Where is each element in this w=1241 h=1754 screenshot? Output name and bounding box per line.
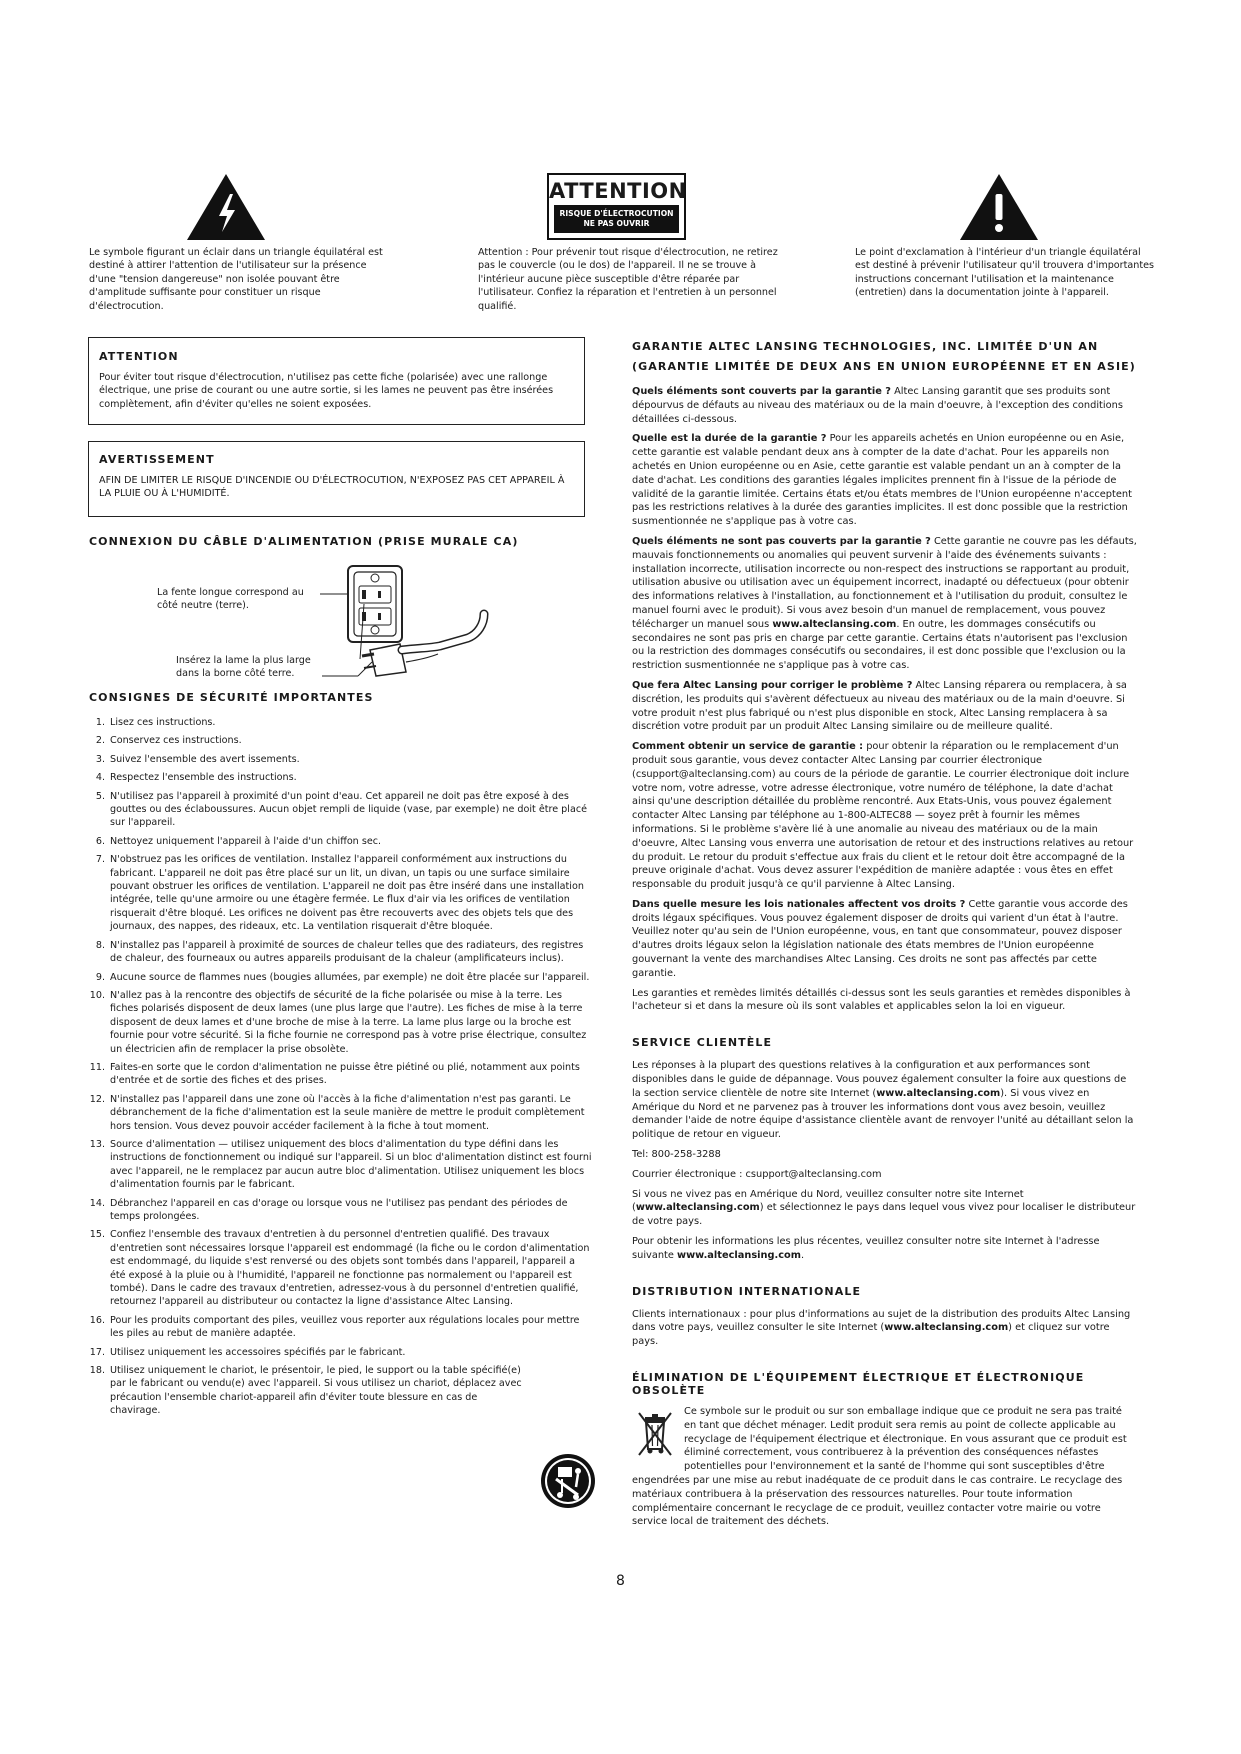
safety-item-number: 11. xyxy=(89,1061,105,1073)
attention-box-text: Pour éviter tout risque d'électrocution, n'utilisez pas cette fiche (polarisée) avec une rallonge électrique, une prise de courant ou une autre sortie, si les lames ne peuvent pas être insérées complètement, afin d'éviter qu'elles ne soient exposées. xyxy=(99,372,554,410)
exclamation-warning-icon xyxy=(958,172,1040,242)
safety-item-number: 6. xyxy=(95,835,105,847)
safety-item-text: Faites-en sorte que le cordon d'alimentation ne puisse être piétiné ou plié, notamment aux points d'entrée et de sortie des fiches et des prises. xyxy=(110,1061,580,1087)
service-p2-text: Si vous ne vivez pas en Amérique du Nord, veuillez consulter notre site Internet ( xyxy=(632,1188,1024,1214)
service-p1 xyxy=(632,1059,1137,1142)
safety-item xyxy=(87,971,592,984)
distribution-text-end: ) et cliquez sur votre pays. xyxy=(632,1322,1110,1348)
safety-item-text: Utilisez uniquement les accessoires spécifiés par le fabricant. xyxy=(110,1346,406,1358)
warranty-a3-text-end: . En outre, les dommages consécutifs ou secondaires ne sont pas pris en charge par cette garantie. Certains états n'autorisent pas l'exclusion ou la restriction des dommages consécutifs ou secondaires, il est donc possible que l'exclusion ou la restriction susmentionnée ne s'applique pas à votre cas. xyxy=(632,618,1128,672)
crossed-bin-icon xyxy=(636,1409,674,1459)
safety-item-number: 16. xyxy=(89,1314,105,1326)
cart-warning-icon xyxy=(540,1453,596,1509)
safety-instructions-list xyxy=(87,716,592,1423)
warranty-q2: Quelle est la durée de la garantie ? xyxy=(632,433,827,445)
safety-item-number: 4. xyxy=(95,772,105,784)
safety-item-text: N'utilisez pas l'appareil à proximité d'un point d'eau. Cet appareil ne doit pas être exposé à des gouttes ou des éclaboussures. Aucun objet rempli de liquide (vase, par exemple) ne doit être placé sur l'appareil. xyxy=(110,790,587,829)
safety-item xyxy=(87,753,592,766)
neutral-slot-label: La fente longue correspond au côté neutre (terre). xyxy=(157,587,304,612)
service-p2 xyxy=(632,1188,1137,1229)
safety-item-text: Nettoyez uniquement l'appareil à l'aide d'un chiffon sec. xyxy=(110,835,382,847)
warranty-q3: Quels éléments ne sont pas couverts par la garantie ? xyxy=(632,535,931,547)
warranty-link[interactable]: www.alteclansing.com xyxy=(772,618,897,630)
weee-title: ÉLIMINATION DE L'ÉQUIPEMENT ÉLECTRIQUE ET ÉLECTRONIQUE OBSOLÈTE xyxy=(632,1371,1085,1398)
safety-item xyxy=(87,1314,592,1341)
lightning-warning-icon xyxy=(185,172,267,242)
safety-item-text: Débranchez l'appareil en cas d'orage ou lorsque vous ne l'utilisez pas pendant des périodes de temps prolongées. xyxy=(110,1197,568,1222)
safety-item xyxy=(87,716,592,729)
safety-item-number: 3. xyxy=(95,753,105,765)
safety-item xyxy=(87,853,592,933)
service-p3-text-end: . xyxy=(801,1249,805,1261)
safety-item-text: Confiez l'ensemble des travaux d'entretien à du personnel d'entretien qualifié. Des travaux d'entretien sont nécessaires lorsque l'appareil est endommagé (la fiche ou le cordon d'alimentation est endommagé, du liquide s'est renversé ou des objets sont tombés dans l'appareil, l'appareil a été exposé à la pluie ou à l'humidité, l'appareil ne fonctionne pas normalement ou l'appareil est tombé). Dans le cadre des travaux d'entretien, adressez-vous à du personnel d'entretien qualifié, retournez l'appareil au distributeur ou contactez la ligne d'assistance Altec Lansing. xyxy=(110,1229,590,1308)
safety-item-number: 2. xyxy=(95,735,105,747)
attention-badge-line1: RISQUE D'ÉLECTROCUTION xyxy=(559,209,674,218)
warranty-a2: Pour les appareils achetés en Union européenne ou en Asie, cette garantie est valable pendant deux ans à compter de la date d'achat. Pour les appareils non achetés en Union européenne ou en Asie, cette garantie est valable pendant un an à compter de la date d'achat. Les conditions des garanties légales implicites prennent fin à l'issue de la période de validité de la garantie limitée. Certains états et/ou états membres de l'Union européenne n'acceptent pas les restrictions relatives à la durée des garanties implicites. Il est donc possible que la restriction susmentionnée ne s'applique pas à votre cas. xyxy=(632,433,1132,528)
warranty-a1: Altec Lansing garantit que ses produits sont dépourvus de défauts au niveau des matériaux ou de la main d'oeuvre, à l'exception des conditions détaillées ci-dessous. xyxy=(632,386,1123,425)
safety-item-text: N'allez pas à la rencontre des objectifs de sécurité de la fiche polarisée ou mise à la terre. Les fiches polarisés disposent de deux lames (une plus large que l'autre). Les fiches de mise à la terre disposent de deux lames et d'une broche de mise à la terre. La lame plus large ou la broche est fournie pour votre sécurité. Si la fiche fournie ne correspond pas à votre prise électrique, consultez un électricien afin de remplacer la prise obsolète. xyxy=(110,989,587,1055)
safety-item-number: 7. xyxy=(95,854,105,866)
safety-item xyxy=(87,790,592,830)
safety-item-number: 1. xyxy=(95,717,105,728)
warranty-closing: Les garanties et remèdes limités détaillés ci-dessus sont les seuls garanties et remèdes disponibles à l'acheteur si et dans la mesure où ils sont valables et applicables selon la loi en vigueur. xyxy=(632,987,1131,1013)
service-email[interactable]: Courrier électronique : csupport@alteclansing.com xyxy=(632,1168,882,1180)
distribution-title: DISTRIBUTION INTERNATIONALE xyxy=(632,1284,862,1298)
polarized-plug-diagram xyxy=(318,564,490,704)
warranty-legal xyxy=(632,898,1137,981)
safety-item-number: 13. xyxy=(89,1138,105,1150)
safety-section-title: CONSIGNES DE SÉCURITÉ IMPORTANTES xyxy=(89,691,374,704)
warranty-exclusions xyxy=(632,535,1137,673)
warranty-q5: Comment obtenir un service de garantie : xyxy=(632,741,864,753)
safety-item xyxy=(87,1197,592,1224)
safety-item xyxy=(87,1346,592,1359)
safety-item-number: 9. xyxy=(95,971,105,983)
safety-item-text: Suivez l'ensemble des avert issements. xyxy=(110,753,300,765)
lightning-notice-text: Le symbole figurant un éclair dans un triangle équilatéral est destiné à attirer l'attention de l'utilisateur sur la présence d'une "tension dangereuse" non isolée pouvant être d'amplitude suffisante pour constituer un risque d'électrocution. xyxy=(89,247,383,312)
service-tel: Tel: 800-258-3288 xyxy=(632,1149,721,1161)
safety-item-text: Lisez ces instructions. xyxy=(110,717,216,728)
safety-item-number: 15. xyxy=(89,1229,105,1241)
safety-item-number: 12. xyxy=(89,1093,105,1105)
safety-item-text: N'obstruez pas les orifices de ventilation. Installez l'appareil conformément aux instructions du fabricant. L'appareil ne doit pas être placé sur un lit, un divan, un tapis ou une surface similaire pouvant obstruer les orifices de ventilation. L'appareil ne doit pas être inséré dans une installation intégrée, telle qu'une armoire ou une étagère fermée. Le flux d'air via les orifices de ventilation risquerait d'être bloqué. Les orifices ne doivent pas être recouverts avec des objets tels que des journaux, des nappes, des rideaux, etc. La ventilation risquerait d'être bloquée. xyxy=(110,854,584,933)
safety-item xyxy=(87,771,592,784)
attention-notice-text: Attention : Pour prévenir tout risque d'électrocution, ne retirez pas le couvercle (ou le dos) de l'appareil. Il ne se trouve à l'intérieur aucune pièce susceptible d'être réparée par l'utilisateur. Confiez la réparation et l'entretien à un personnel qualifié. xyxy=(478,247,778,312)
safety-item-text: Source d'alimentation — utilisez uniquement des blocs d'alimentation du type défini dans les instructions de fonctionnement ou indiqué sur l'appareil. Si un bloc d'alimentation distinct est fourni avec l'appareil, ne le remplacez par aucun autre bloc d'alimentation. Utilisez uniquement les blocs d'alimentation fournis par le fabricant. xyxy=(110,1138,592,1191)
safety-item-text: Conservez ces instructions. xyxy=(110,735,242,747)
distribution-text xyxy=(632,1308,1137,1349)
safety-item-number: 17. xyxy=(89,1346,105,1358)
service-p1-text: Les réponses à la plupart des questions relatives à la configuration et aux performances sont disponibles dans le guide de dépannage. Vous pouvez également consulter la foire aux questions de la section service clientèle de notre site Internet ( xyxy=(632,1060,1127,1099)
warranty-title-line1: GARANTIE ALTEC LANSING TECHNOLOGIES, INC. LIMITÉE D'UN AN xyxy=(632,340,1099,353)
service-p3 xyxy=(632,1235,1137,1263)
attention-badge-subtitle xyxy=(554,205,679,233)
safety-item xyxy=(87,939,592,966)
attention-badge-title: ATTENTION xyxy=(549,179,687,203)
safety-item-number: 14. xyxy=(89,1197,105,1209)
cable-section-title: CONNEXION DU CÂBLE D'ALIMENTATION (PRISE MURALE CA) xyxy=(89,535,519,548)
service-p1-text-end: ). Si vous vivez en Amérique du Nord et ne parvenez pas à trouver les informations dont vous avez besoin, veuillez demander l'aide de notre équipe d'assistance clientèle avant de renvoyer l'unité au détaillant selon la politique de retour en vigueur. xyxy=(632,1087,1134,1141)
safety-item-number: 5. xyxy=(95,790,105,802)
safety-item xyxy=(87,1138,592,1192)
safety-item-text: Aucune source de flammes nues (bougies allumées, par exemple) ne doit être placée sur l'appareil. xyxy=(110,971,590,983)
warranty-service xyxy=(632,740,1137,892)
safety-item-number: 10. xyxy=(89,989,105,1001)
distribution-text-start: Clients internationaux : pour plus d'informations au sujet de la distribution des produits Altec Lansing dans votre pays, veuillez consulter le site Internet ( xyxy=(632,1308,1131,1334)
distribution-link[interactable]: www.alteclansing.com xyxy=(884,1322,1009,1334)
attention-badge-line2: NE PAS OUVRIR xyxy=(583,219,650,228)
warning-box-text: AFIN DE LIMITER LE RISQUE D'INCENDIE OU D'ÉLECTROCUTION, N'EXPOSEZ PAS CET APPAREIL À LA PLUIE OU À L'HUMIDITÉ. xyxy=(99,475,565,500)
safety-item xyxy=(87,1061,592,1088)
safety-item-text: Respectez l'ensemble des instructions. xyxy=(110,772,297,784)
warranty-a3-text: Cette garantie ne couvre pas les défauts, mauvais fonctionnements ou anomalies qui peuvent survenir à l'aide des événements suivants : installation incorrecte, utilisation incorrecte ou non-respect des instructions se rapportant au produit, utilisation abusive ou utilisation avec un équipement incorrect, inadapté ou défectueux (pour obtenir des informations relatives à l'installation, au fonctionnement et à l'utilisation du produit, consultez le manuel fourni avec le produit). Si vous avez besoin d'un manuel de remplacement, vous pouvez télécharger un manuel sous xyxy=(632,535,1137,630)
service-link[interactable]: www.alteclansing.com xyxy=(876,1087,1001,1099)
warranty-section xyxy=(632,337,1137,1529)
attention-box xyxy=(88,337,585,425)
attention-badge xyxy=(547,173,686,240)
warranty-q1: Quels éléments sont couverts par la garantie ? xyxy=(632,386,891,397)
attention-box-title: ATTENTION xyxy=(99,350,179,363)
warranty-remedy xyxy=(632,679,1137,734)
warranty-title-line2: (GARANTIE LIMITÉE DE DEUX ANS EN UNION EUROPÉENNE ET EN ASIE) xyxy=(632,360,1136,373)
service-p2-text-end: ) et sélectionnez le pays dans lequel vous vivez pour localiser le distributeur de votre pays. xyxy=(632,1202,1136,1228)
warning-box-title: AVERTISSEMENT xyxy=(99,453,215,466)
warranty-q6: Dans quelle mesure les lois nationales affectent vos droits ? xyxy=(632,898,966,910)
safety-item-text: N'installez pas l'appareil dans une zone où l'accès à la fiche d'alimentation n'est pas garanti. Le débranchement de la fiche d'alimentation est la seule manière de mettre le produit complètement hors tension. Vous devez pouvoir accéder facilement à la fiche à tout moment. xyxy=(110,1093,585,1132)
warranty-q4: Que fera Altec Lansing pour corriger le problème ? xyxy=(632,679,913,691)
warranty-a6: Cette garantie vous accorde des droits légaux spécifiques. Vous pouvez également disposer de droits qui varient d'un état à l'autre. Veuillez noter qu'au sein de l'Union européenne, vous, en tant que consommateur, pouvez disposer d'autres droits légaux selon la législation nationale des états membres de l'Union européenne gouvernant la vente des marchandises Altec Lansing. Ces droits ne sont pas affectés par cette garantie. xyxy=(632,898,1128,979)
safety-item xyxy=(87,835,592,848)
weee-text: Ce symbole sur le produit ou sur son emballage indique que ce produit ne sera pas traité en tant que déchet ménager. Ledit produit sera remis au point de collecte applicable au recyclage de l'équipement électrique et électronique. En vous assurant que ce produit est éliminé correctement, vous contribuerez à la prévention des conséquences néfastes potentielles pour l'environnement et la santé de l'homme qui sont susceptibles d'être engendrées par une mise au rebut inadéquate de ce produit dans le cas contraire. Le recyclage des matériaux contribuera à la préservation des ressources naturelles. Pour toute information complémentaire concernant le recyclage de ce produit, veuillez contacter votre mairie ou votre service local de traitement des déchets. xyxy=(632,1406,1127,1528)
service-p3-text: Pour obtenir les informations les plus récentes, veuillez consulter notre site Internet à l'adresse suivante xyxy=(632,1236,1100,1261)
exclamation-notice-text: Le point d'exclamation à l'intérieur d'un triangle équilatéral est destiné à prévenir l'utilisateur qu'il trouvera d'importantes instructions concernant l'utilisation et la maintenance (entretien) dans la documentation jointe à l'appareil. xyxy=(855,247,1155,299)
safety-item xyxy=(87,734,592,747)
wide-blade-label: Insérez la lame la plus large dans la borne côté terre. xyxy=(176,655,311,680)
safety-item-text: N'installez pas l'appareil à proximité de sources de chaleur telles que des radiateurs, des registres de chaleur, des fourneaux ou autres appareils produisant de la chaleur (amplificateurs inclus). xyxy=(110,939,584,965)
warning-box xyxy=(88,441,585,517)
safety-item-number: 18. xyxy=(89,1365,105,1377)
safety-item-text: Pour les produits comportant des piles, veuillez vous reporter aux régulations locales pour mettre les piles au rebut de manière adaptée. xyxy=(110,1314,580,1340)
safety-item xyxy=(87,1093,592,1133)
warranty-a4: Altec Lansing réparera ou remplacera, à sa discrétion, les produits qui s'avèrent défectueux au niveau des matériaux ou de la main d'oeuvre. Si votre produit n'est plus fabriqué ou n'est plus disponible en stock, Altec Lansing remplacera à sa discrétion votre produit par un produit Altec Lansing similaire ou de meilleure qualité. xyxy=(632,679,1127,733)
service-link-3[interactable]: www.alteclansing.com xyxy=(677,1249,801,1261)
service-title: SERVICE CLIENTÈLE xyxy=(632,1036,773,1050)
warranty-a5: pour obtenir la réparation ou le remplacement d'un produit sous garantie, vous devez contacter Altec Lansing par courrier électronique (csupport@alteclansing.com) au cours de la période de garantie. Le courrier électronique doit inclure votre nom, votre adresse, votre adresse électronique, votre numéro de téléphone, la date d'achat ainsi qu'une description détaillée du problème rencontré. Aux Etats-Unis, vous pouvez également contacter Altec Lansing par téléphone au 1-800-ALTEC88 — soyez prêt à fournir les mêmes informations. Si le problème s'avère lié à une anomalie au niveau des matériaux ou de la main d'oeuvre, Altec Lansing vous enverra une autorisation de retour et des instructions relatives au retour du produit. Le retour du produit s'effectue aux frais du client et le retour doit être accompagné de la preuve originale d'achat. Vous devez assurer l'expédition de manière adaptée : vous êtes en effet responsable du produit jusqu'à ce qu'il parvienne à Altec Lansing. xyxy=(632,741,1134,891)
warranty-duration xyxy=(632,432,1137,529)
safety-item xyxy=(87,989,592,1056)
service-link-2[interactable]: www.alteclansing.com xyxy=(635,1202,760,1214)
safety-item-text: Utilisez uniquement le chariot, le présentoir, le pied, le support ou la table spécifié(e) par le fabricant ou vendu(e) avec l'appareil. Si vous utilisez un chariot, déplacez avec précaution l'ensemble chariot-appareil afin d'éviter toute blessure en cas de chavirage. xyxy=(110,1365,522,1417)
page-number: 8 xyxy=(616,1573,625,1589)
safety-item xyxy=(87,1364,592,1418)
safety-item-number: 8. xyxy=(95,939,105,951)
warranty-coverage xyxy=(632,385,1137,426)
safety-item xyxy=(87,1228,592,1308)
